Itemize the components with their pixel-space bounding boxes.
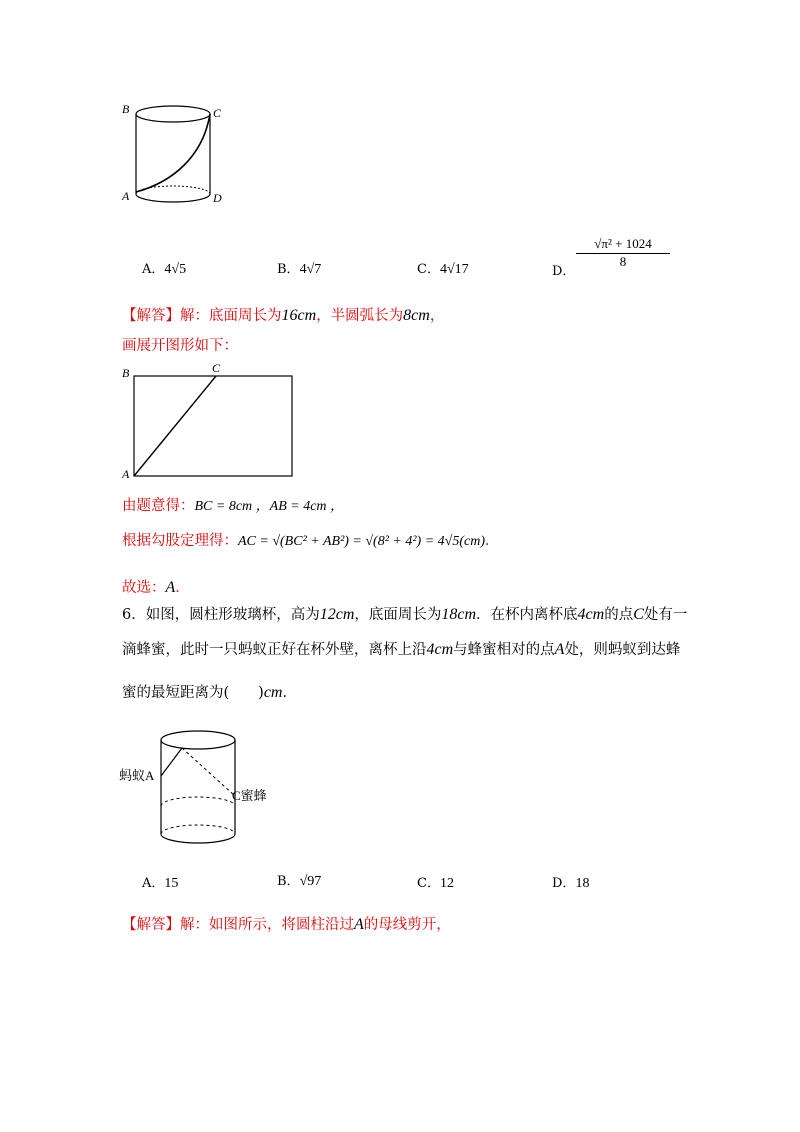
glass-cup-figure bbox=[118, 722, 288, 852]
label-D: D bbox=[213, 191, 222, 205]
rect-label-C: C bbox=[212, 361, 221, 375]
q6-solution-line1: 【解答】解：如图所示，将圆柱沿过A的母线剪开， bbox=[122, 916, 451, 933]
q5-option-b-value: 4√7 bbox=[299, 262, 322, 277]
q5-option-c: C．4√17 bbox=[417, 262, 469, 277]
q6-option-c: C．12 bbox=[417, 876, 454, 891]
answer-blank: ( ) bbox=[223, 685, 264, 701]
q6-line3: 蜜的最短距离为( )cm． bbox=[122, 684, 297, 701]
q5-option-b: B．4√7 bbox=[277, 262, 322, 277]
rect-label-B: B bbox=[122, 366, 130, 380]
q5-option-d-numerator: √π² + 1024 bbox=[576, 236, 670, 254]
label-B: B bbox=[122, 102, 130, 116]
q6-line1: 6．如图，圆柱形玻璃杯，高为12cm，底面周长为18cm．在杯内离杯底4cm的点C处有一 bbox=[122, 606, 688, 623]
pythagoras-formula: AC = √(BC² + AB²) = √(8² + 4²) = 4√5(cm) bbox=[238, 534, 486, 549]
honey-label: C蜜蜂 bbox=[232, 788, 267, 803]
ant-label: 蚂蚁A bbox=[119, 768, 155, 783]
q5-solution-line5: 故选：A． bbox=[122, 579, 190, 596]
q6-option-d: D．18 bbox=[552, 876, 590, 891]
q5-option-a-value: 4√5 bbox=[164, 262, 187, 277]
solution-tag: 【解答】 bbox=[122, 917, 180, 933]
q5-option-c-value: 4√17 bbox=[439, 262, 469, 277]
label-A: A bbox=[122, 189, 130, 203]
q5-option-a: A．4√5 bbox=[142, 262, 187, 277]
q5-solution-line1: 【解答】解：底面周长为16cm，半圆弧长为8cm， bbox=[122, 307, 445, 324]
rect-label-A: A bbox=[122, 467, 130, 480]
cylinder-figure bbox=[118, 96, 228, 212]
q6-line2: 滴蜂蜜，此时一只蚂蚁正好在杯外壁，离杯上沿4cm与蜂蜜相对的点A处，则蚂蚁到达蜂 bbox=[122, 641, 681, 658]
q5-solution-line4: 根据勾股定理得：AC = √(BC² + AB²) = √(8² + 4²) = 4√5(cm)． bbox=[122, 533, 500, 549]
solution-tag: 【解答】 bbox=[122, 308, 180, 324]
q5-option-d-denominator: 8 bbox=[619, 254, 627, 269]
q6-option-a: A．15 bbox=[142, 876, 179, 891]
q5-solution-line3: 由题意得：BC = 8cm ，AB = 4cm ， bbox=[122, 498, 345, 514]
label-C: C bbox=[213, 106, 222, 120]
q6-option-b: B．√97 bbox=[277, 874, 322, 889]
unfolded-rectangle-figure bbox=[118, 360, 300, 480]
q5-solution-line2: 画展开图形如下： bbox=[122, 338, 238, 354]
question-number: 6． bbox=[122, 607, 146, 623]
